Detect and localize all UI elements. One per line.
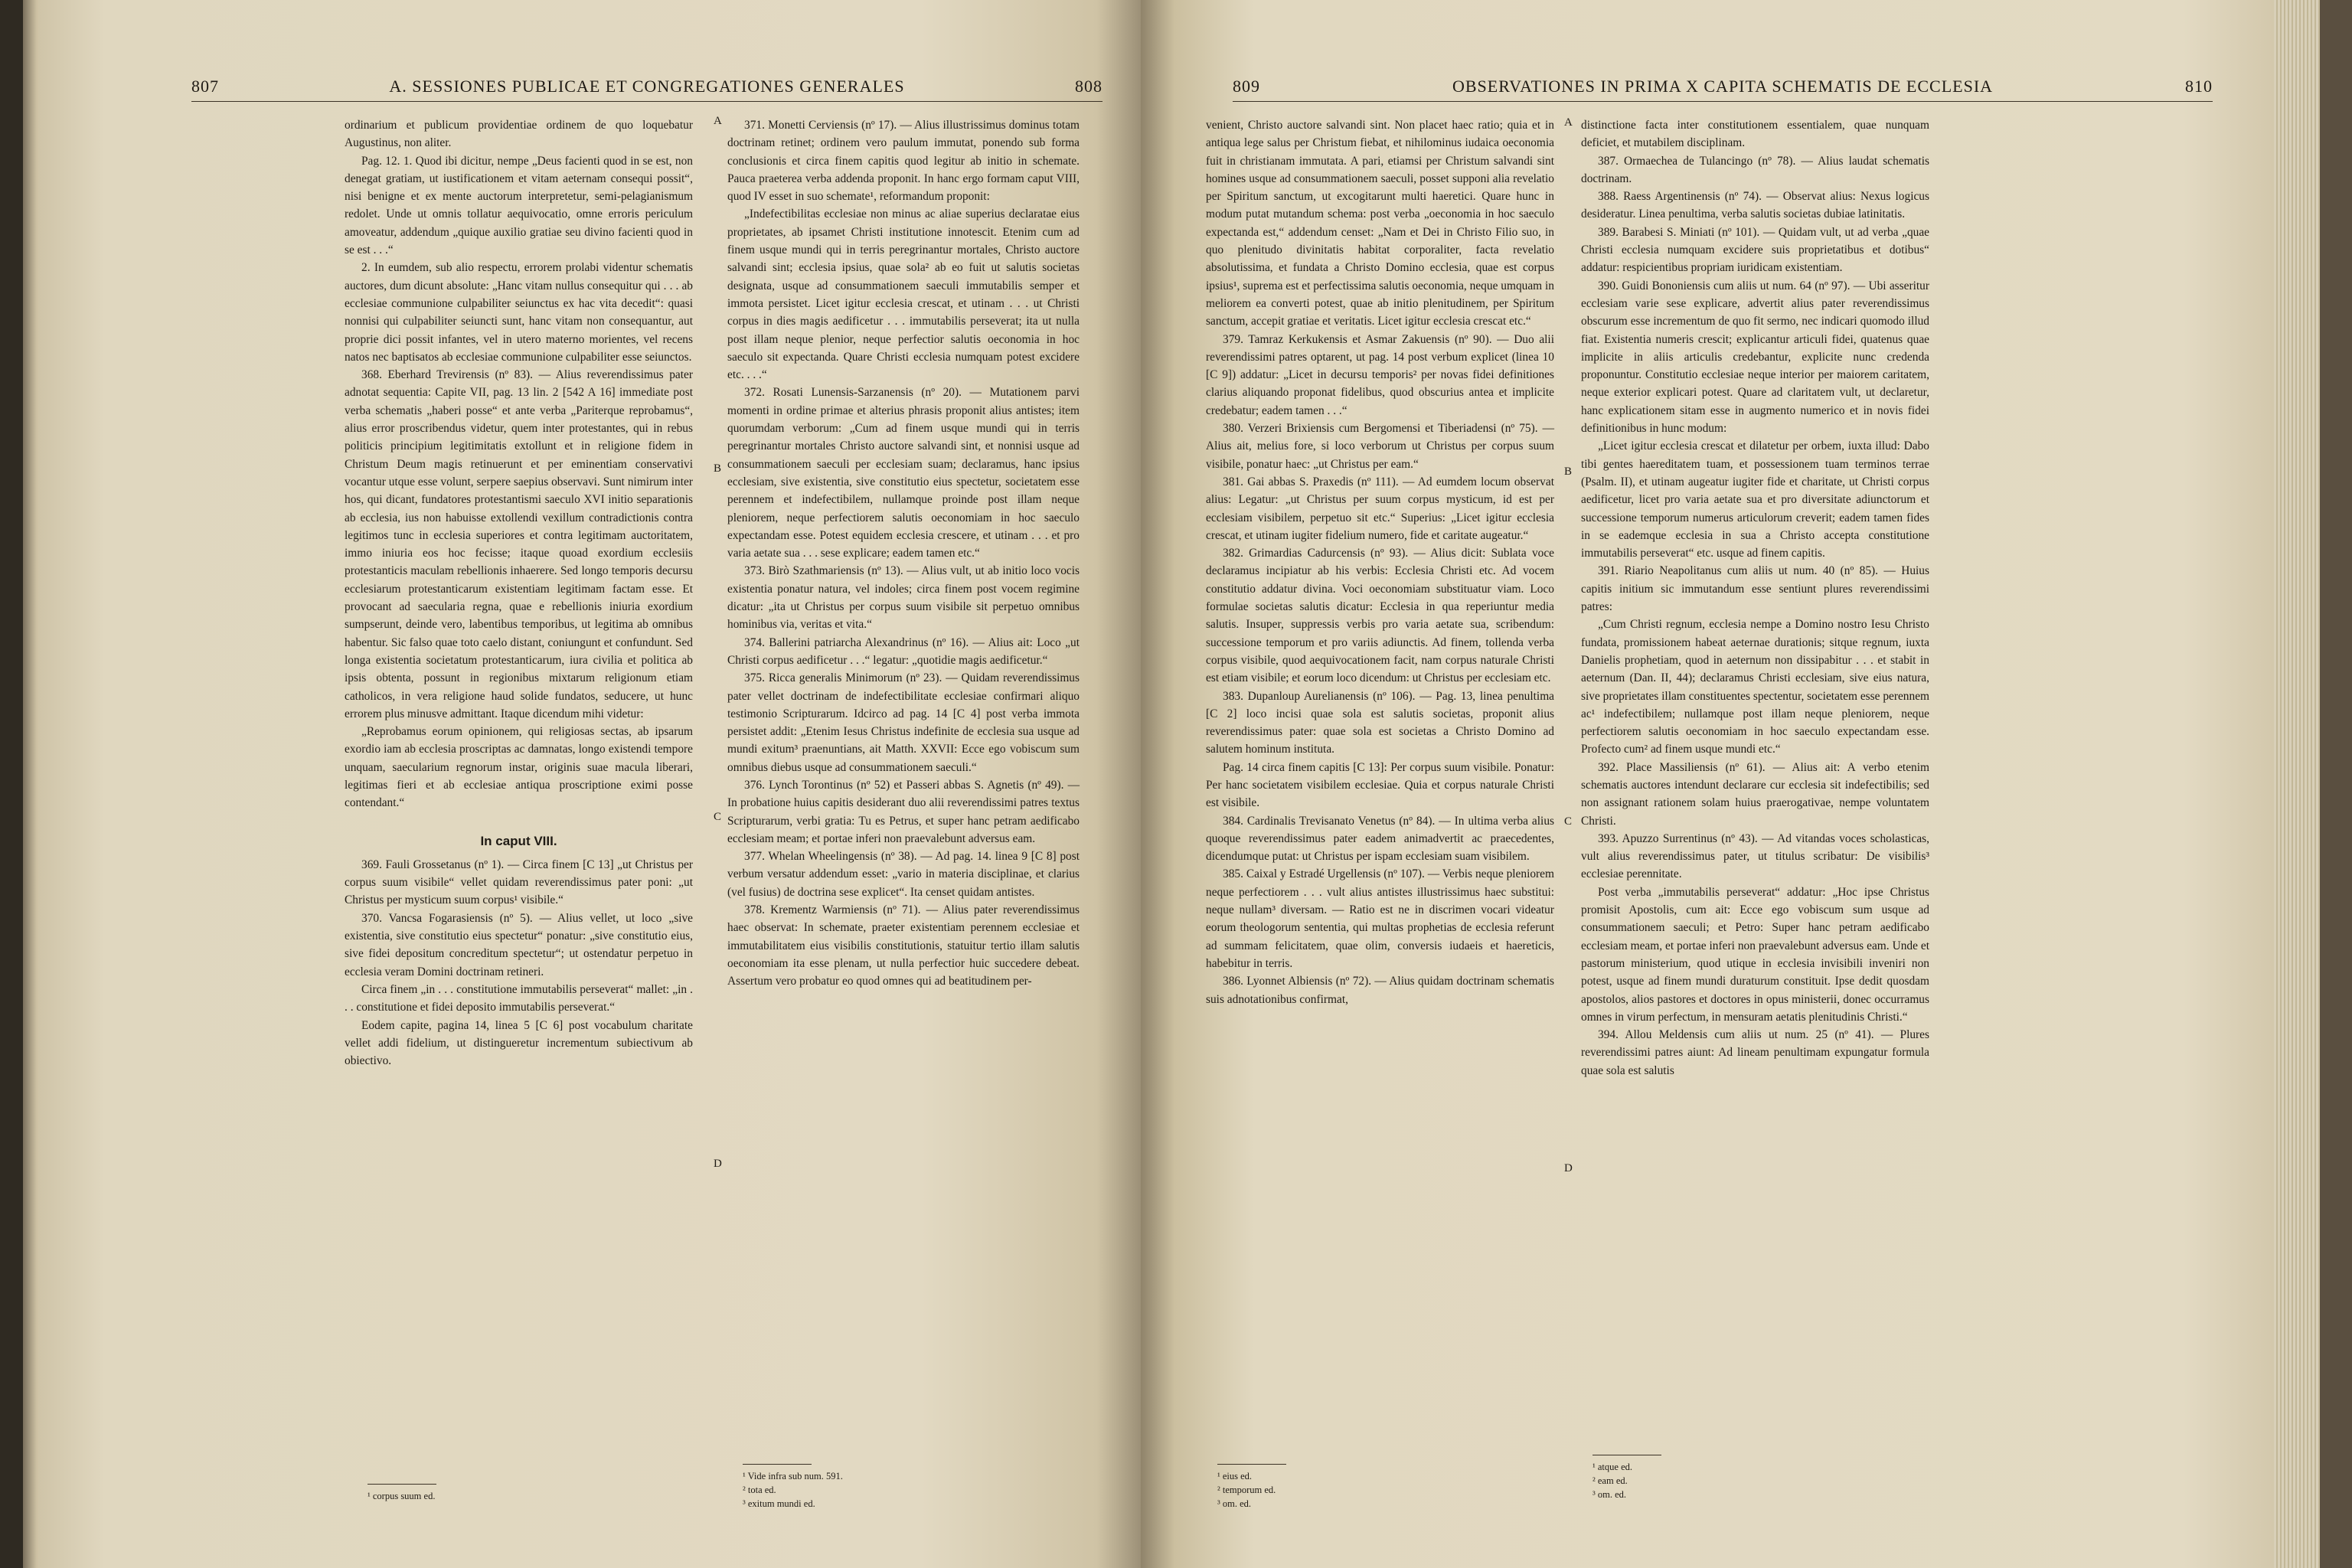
paragraph: Pag. 14 circa finem capitis [C 13]: Per corpus suum visibile. Ponatur: Per hanc societatem visibilem ecclesiae. Quia et corpus naturale Christi est visibile. [1206, 760, 1554, 810]
margin-marker: A [714, 115, 722, 127]
paragraph: 381. Gai abbas S. Praxedis (nº 111). — Ad eumdem locum observat alius: Legatur: „ut Christus per suum corpus mysticum, id est per ecclesiam visibilem, perpetuo sit etc.“ Superius: „Licet igitur ecclesia crescat, et utinam iugiter fidelium numero, fide et caritate augeatur.“ [1206, 475, 1554, 542]
paragraph: 378. Krementz Warmiensis (nº 71). — Alius pater reverendissimus haec observat: In schemate, praeter existentiam perennem ecclesiae et immutabilitatem eius visibilis constitutionis, statuitur tertio illam salutis oeconomiam ita esse plenam, ut nulla perfectior huic succedere debeat. Assertum vero probatur eo quod omnes qui ad beatitudinem per- [727, 903, 1080, 988]
paragraph: „Licet igitur ecclesia crescat et dilatetur per orbem, iuxta illud: Dabo tibi gentes haereditatem tuam, et possessionem tuam terminos terrae (Psalm. II), et utinam augeatur iugiter fide et charitate, ut Christi corpus aedificetur, licet pro varia aetate sua et pro diversitate adiunctorum et successione temporum numerus articulorum creverit; eadem tamen fides in se eademque ecclesia in sua a Christo accepta constitutione immutabilis perseverat“ etc. usque ad finem capitis. [1581, 439, 1929, 560]
footnote-rule [368, 1484, 436, 1485]
margin-marker: B [1564, 466, 1573, 478]
paragraph: 380. Verzeri Brixiensis cum Bergomensi et Tiberiadensi (nº 75). — Alius ait, melius fore, si loco verborum ut Christus per corpus suum visibile, ponatur haec: „ut Christus per eam.“ [1206, 422, 1554, 471]
footnote: ¹ eius ed. [1217, 1471, 1253, 1481]
margin-marker: A [1564, 116, 1573, 129]
footnotes-col4 [1592, 1455, 1929, 1501]
page-edges [2274, 0, 2320, 1568]
paragraph: Eodem capite, pagina 14, linea 5 [C 6] post vocabulum charitate vellet addi fidelium, ut distingueretur incrementum subiectivum ab obiectivo. [345, 1018, 693, 1068]
right-page [1141, 0, 2274, 1568]
paragraph: 372. Rosati Lunensis-Sarzanensis (nº 20). — Mutationem parvi momenti in ordine primae et alterius phrasis proponit alius antistes; item quorumdam verborum: „Cum ad finem usque mundi qui in terris peregrinantur mortales Christo auctore salvandi sint, et nonnisi usque ad consummationem saeculi per ecclesiam suam; declaramus, hanc ipsius ecclesiam, sive existentia, sive constitutio eius spectetur, societatem esse perennem et indefectibilem, nullamque proinde post illam neque pleniorem, neque perfectiorem salutis oeconomiam in hoc saeculo expectandam esse. Potest equidem ecclesia crescere, et utinam . . . et pro varia aetate sua . . . sese explicare; eadem tamen etc.“ [727, 386, 1080, 560]
page-number: 810 [2185, 77, 2213, 96]
paragraph: 374. Ballerini patriarcha Alexandrinus (nº 16). — Alius ait: Loco „ut Christi corpus aedificetur . . .“ legatur: „quotidie magis aedificetur.“ [727, 635, 1080, 667]
paragraph: 376. Lynch Torontinus (nº 52) et Passeri abbas S. Agnetis (nº 49). — In probatione huius capitis desiderant duo alii reverendissimi patres textus Scripturarum, verbi gratia: Tu es Petrus, et super hanc petram aedificabo ecclesiam meam; et portae inferi non praevalebunt adversus eam. [727, 778, 1080, 845]
paragraph: 369. Fauli Grossetanus (nº 1). — Circa finem [C 13] „ut Christus per corpus suum visibile“ vellet quidam reverendissimus pater poni: „ut Christus per mysticum suum corpus¹ visibile.“ [345, 858, 693, 907]
page-number: 807 [191, 77, 219, 96]
paragraph: 370. Vancsa Fogarasiensis (nº 5). — Alius vellet, ut loco „sive existentia, sive constitutio eius spectetur“ ponatur: „sive constitutio eius, sive fidei depositum concreditum spectetur“; ut ostendatur perpetuo in ecclesia veram Domini doctrinam retineri. [345, 911, 693, 978]
footnotes-col2 [743, 1464, 1080, 1511]
footnote: ³ om. ed. [1217, 1498, 1252, 1509]
paragraph: 379. Tamraz Kerkukensis et Asmar Zakuensis (nº 90). — Duo alii reverendissimi patres optarent, ut pag. 14 post verbum explicet (linea 10 [C 9]) addatur: „Licet in decursu temporis² per novas fidei definitiones clarius aliquando proponat fidelibus, quod obscurius antea et implicite credebatur; eadem tamen . . .“ [1206, 332, 1554, 417]
footnotes-col1 [368, 1484, 704, 1503]
paragraph: 382. Grimardias Cadurcensis (nº 93). — Alius dicit: Sublata voce declaramus incipiatur ab his verbis: Ecclesia Christi etc. Ad vocem constitutio addatur divina. Voci oeconomiam substituatur viam. Loco formulae societas salutis dicatur: Ecclesia in qua reperiuntur media salutis. Insuper, suppressis verbis pro varia aetate sua, scribendum: successione temporum et pro variis adiunctis. Ad finem, tollenda verba corpus visibile, quod aequivocationem facit, nam corpus naturale Christi est etiam visibile; et eorum loco dicendum: ut Christus per ecclesiam etc. [1206, 547, 1554, 685]
paragraph: 394. Allou Meldensis cum aliis ut num. 25 (nº 41). — Plures reverendissimi patres aiunt: Ad lineam penultimam expungatur formula quae sola est salutis [1581, 1028, 1929, 1077]
page-number: 809 [1233, 77, 1260, 96]
paragraph: 384. Cardinalis Trevisanato Venetus (nº 84). — In ultima verba alius quoque reverendissimus pater eadem animadvertit ac praecedentes, dicendumque putat: ut Christus per ispam ecclesiam suam visibilem. [1206, 814, 1554, 864]
paragraph: 385. Caixal y Estradé Urgellensis (nº 107). — Verbis neque pleniorem neque perfectiorem . . . vult alius antistes illustrissimus haec substitui: neque nullam³ diversam. — Ratio est ne in discrimen vocari videatur eorum theologorum sententia, qui multas prophetias de ecclesia referunt ad summam felicitatem, quae olim, conversis iudaeis et haereticis, habebitur in terris. [1206, 867, 1554, 970]
running-title: A. SESSIONES PUBLICAE ET CONGREGATIONES GENERALES [389, 77, 905, 96]
left-header [191, 70, 1102, 102]
page-number: 808 [1075, 77, 1102, 96]
margin-marker: C [714, 811, 722, 823]
paragraph: „Cum Christi regnum, ecclesia nempe a Domino nostro Iesu Christo fundata, promissionem habeat aeternae durationis; sitque regnum, iuxta Danielis prophetiam, quod in aeternum non dissipabitur . . . et stabit in aeternum (Dan. II, 44); declaramus Christi ecclesiam, sive eius natura, sive proprietates illam constituentes spectentur, societatem esse perennem ac¹ indefectibilem; nullamque post illam neque pleniorem, neque perfectiorem salutis oeconomiam in hoc saeculo expectandam esse. Profecto cum² ad finem usque mundi etc.“ [1581, 618, 1929, 756]
footnote: ³ om. ed. [1592, 1489, 1627, 1500]
paragraph: 368. Eberhard Trevirensis (nº 83). — Alius reverendissimus pater adnotat sequentia: Capite VII, pag. 13 lin. 2 [542 A 16] immediate post verba schematis „haberi posse“ et ante verba „Pariterque reprobamus“, alius error proscribendus videtur, quem inter protestantes, qui in rebus politicis principium legitimitatis extollunt et in religione fidem in Christum Deum magis retinuerunt et per eminentiam conservativi vocantur utque esse volunt, serpere saepius observavi. Sunt nimirum inter hos, qui dicant, fundatores protestantismi saeculo XVI initio separationis ab ecclesia, ius non habuisse extollendi vexillum contradictionis contra legitimos tunc in ecclesia superiores et contra legitimam auctoritatem, immo iniuria eos hoc fecisse; itaque quoad exordium ecclesiis protestanticis maculam rebellionis inhaerere. Sed longo temporis decursu ecclesiarum protestanticarum existentiam legitimam factam esse. Et provocant ad saecularia regna, quae e rebellionis iniuria exordium sumpserunt, deinde vero, labentibus temporibus, ut legitima ab omnibus habentur. Sic falso quae toto caelo distant, coniungunt et confundunt. Sed longa existentia societatum protestanticarum, iura civilia et politica ab ipsis obtenta, possunt in regionibus mixtarum religionum etiam catholicos, in vera religione haud solide fundatos, seducere, ut hunc errorem plus minusve admittant. Itaque dicendum mihi videtur: [345, 368, 693, 720]
footnote: ¹ Vide infra sub num. 591. [743, 1471, 843, 1481]
margin-marker: B [714, 462, 722, 475]
column-1 [345, 116, 693, 1070]
running-title: OBSERVATIONES IN PRIMA X CAPITA SCHEMATIS DE ECCLESIA [1452, 77, 1994, 96]
footnote: ¹ corpus suum ed. [368, 1491, 436, 1501]
paragraph: Circa finem „in . . . constitutione immutabilis perseverat“ mallet: „in . . . constitutione et fidei deposito immutabilis perseverat.“ [345, 982, 693, 1014]
footnote: ² temporum ed. [1217, 1485, 1276, 1495]
paragraph: ordinarium et publicum providentiae ordinem de quo loquebatur Augustinus, non aliter. [345, 119, 693, 150]
paragraph: 375. Ricca generalis Minimorum (nº 23). — Quidam reverendissimus pater vellet doctrinam de indefectibilitate ecclesiae confirmari aliquo testimonio Scripturarum. Idcirco ad pag. 14 [C 4] post verba immota persistet addit: „Etenim Iesus Christus indefinite de ecclesia sua usque ad mundi exitum³ praenuntians, ait Matth. XXVII: Ecce ego vobiscum sum omnibus diebus usque ad consummationem saeculi.“ [727, 671, 1080, 774]
footnote: ² eam ed. [1592, 1475, 1628, 1486]
paragraph: 377. Whelan Wheelingensis (nº 38). — Ad pag. 14. linea 9 [C 8] post verbum versatur addendum esset: „vario in materia disciplinae, et clarius (vel fusius) de doctrina sese explicet“. Ita censet quidam antistes. [727, 850, 1080, 899]
open-book [23, 0, 2320, 1568]
paragraph: 392. Place Massiliensis (nº 61). — Alius ait: A verbo etenim schematis auctores intendunt declarare cur ecclesia sit indefectibilis; sed non assignant rationem solam huius praerogativae, nempe voluntatem Christi. [1581, 760, 1929, 828]
paragraph: 391. Riario Neapolitanus cum aliis ut num. 40 (nº 85). — Huius capitis initium sic immutandum esse sentiunt plures reverendissimi patres: [1581, 564, 1929, 614]
paragraph: venient, Christo auctore salvandi sint. Non placet haec ratio; quia et in antiqua lege salus per Christum fiebat, et nihilominus iudaica oeconomia fuit in christianam immutata. A pari, etiamsi per Christum salvandi sint homines usque ad consummationem saeculi, posset supponi alia revelatio per Spiritum sanctum, ut excogitarunt multi haeretici. Quare hunc in modum putat mutandum schema: post verba „oeconomia in hoc saeculo expectanda est,“ addendum censet: „Nam et Dei in Christo Filio suo, in quo plenitudo divinitatis habitat corporaliter, facta revelatio absolutissima, et fundata a Christo Domino ecclesia, quae est corpus ipsius¹, suprema est et perfectissima salutis oeconomia, neque umquam in meliorem ea converti potest, quae ab initio plenitudinem, per Spiritum sanctum, accepit gratiae et veritatis. Licet igitur ecclesia crescat etc.“ [1206, 119, 1554, 328]
paragraph: Post verba „immutabilis perseverat“ addatur: „Hoc ipse Christus promisit Apostolis, cum ait: Ecce ego vobiscum sum usque ad consummationem saeculi; et Petro: Super hanc petram aedificabo ecclesiam meam, et portae inferi non praevalebunt adversus eam. Unde et pastorum ministerium, quod utique in ecclesia invisibili inveniri non potest, usque ad finem mundi duraturum constituit. Ipse dedit quosdam apostolos, alios pastores et doctores in opus ministerii, donec occurramus omnes in virum perfectum, in mensuram aetatis plenitudinis Christi.“ [1581, 885, 1929, 1024]
margin-marker: D [714, 1158, 722, 1170]
paragraph: 386. Lyonnet Albiensis (nº 72). — Alius quidam doctrinam schematis suis adnotationibus confirmat, [1206, 975, 1554, 1006]
paragraph: 387. Ormaechea de Tulancingo (nº 78). — Alius laudat schematis doctrinam. [1581, 154, 1929, 185]
right-header [1233, 70, 2213, 102]
footnote-rule [743, 1464, 812, 1465]
margin-marker: D [1564, 1162, 1573, 1174]
footnote: ¹ atque ed. [1592, 1462, 1632, 1472]
footnote: ³ exitum mundi ed. [743, 1498, 815, 1509]
paragraph: 393. Apuzzo Surrentinus (nº 43). — Ad vitandas voces scholasticas, vult alius reverendissimus pater, ut titulus scribatur: De visibilis³ ecclesiae perennitate. [1581, 831, 1929, 881]
section-heading: In caput VIII. [480, 833, 557, 848]
paragraph: 389. Barabesi S. Miniati (nº 101). — Quidam vult, ut ad verba „quae Christi ecclesia numquam excidere suis proprietatibus et dotibus“ addatur: respicientibus propriam iuridicam existentiam. [1581, 225, 1929, 275]
paragraph: distinctione facta inter constitutionem essentialem, quae nunquam deficiet, et mutabilem disciplinam. [1581, 119, 1929, 150]
margin-marker: C [1564, 815, 1573, 828]
paragraph: 390. Guidi Bononiensis cum aliis ut num. 64 (nº 97). — Ubi asseritur ecclesiam varie sese explicare, advertit alius pater reverendissimus obscurum esse incrementum de quo fit sermo, nec indicari quomodo illud fiat. Existentia numeris crescit; explicantur articuli fidei, quatenus quae implicite in aliis articulis credebantur, explicite nunc credenda proponuntur. Constitutio ecclesiae neque interior per maiorem caritatem, neque exterior explicari potest. Quare ad claritatem vult, ut declaretur, hanc explicationem sitam esse in augmento numerico et in novis fidei definitionibus in hunc modum: [1581, 279, 1929, 436]
paragraph: 373. Birò Szathmariensis (nº 13). — Alius vult, ut ab initio loco vocis existentia ponatur natura, vel indoles; circa finem post vocem regimine dicatur: „ita ut Christus per corpus suum visibile sit perpetuo omnibus hominibus via, veritas et vita.“ [727, 564, 1080, 632]
left-page [38, 0, 1141, 1568]
footnote: ² tota ed. [743, 1485, 776, 1495]
column-3 [1206, 116, 1554, 1008]
paragraph: 371. Monetti Cerviensis (nº 17). — Alius illustrissimus dominus totam doctrinam retinet; ordinem vero paulum immutat, ponendo sub forma conclusionis et circa finem capitis quod legitur ab initio in schemate. Pauca praeterea verba addenda proponit. In hanc ergo formam caput VIII, quod IV esset in suo schemate¹, reformandum proponit: [727, 119, 1080, 204]
paragraph: „Reprobamus eorum opinionem, qui religiosas sectas, ab ipsarum exordio iam ab ecclesia proscriptas ac damnatas, longo existendi tempore unquam, saecularium regnorum instar, originis suae macula liberari, legitimas fieri et ab ecclesiae antiqua proscriptione eximi posse contendant.“ [345, 725, 693, 810]
backdrop [2320, 0, 2352, 1568]
column-4 [1581, 116, 1929, 1080]
paragraph: 2. In eumdem, sub alio respectu, errorem prolabi videntur schematis auctores, dum dicunt absolute: „Hanc vitam nullus consequitur qui . . . ab ecclesiae communione culpabiliter seiunctus ex hac vita decedit“: quasi nonnisi qui culpabiliter seiuncti sunt, hanc vitam non consequantur, aut proprie dici possit infantes, vel in utero materno morientes, vel recens natos nec baptisatos ab ecclesiae communione culpabiliter esse seiunctos. [345, 261, 693, 364]
footnote-rule [1217, 1464, 1286, 1465]
footnotes-col3 [1217, 1464, 1554, 1511]
paragraph: 383. Dupanloup Aurelianensis (nº 106). — Pag. 13, linea penultima [C 2] loco incisi quae sola est salutis societas, proponit alius reverendissimus pater: quae sola est societas a Christo Domino ad salutem hominum instituta. [1206, 689, 1554, 756]
column-2 [727, 116, 1080, 991]
paragraph: Pag. 12. 1. Quod ibi dicitur, nempe „Deus facienti quod in se est, non denegat gratiam, ut iustificationem et vitam aeternam consequi possit“, nisi benigne et ex mente auctorum interpretetur, semi-pelagianismum redolet. Unde ut omnis tollatur aequivocatio, omne erroris periculum amoveatur, addendum „quique auxilio gratiae seu divino facienti quod in se est . . .“ [345, 154, 693, 257]
paragraph: „Indefectibilitas ecclesiae non minus ac aliae superius declaratae eius proprietates, ab ipsamet Christi institutione innotescit. Etenim cum ad finem usque mundi qui in terris peregrinantur mortales, Christo auctore salvandi sint; ecclesia ipsius, quae sola² ab eo fuit ut salutis societas designata, usque ad consummationem saeculi immutabilis semper et immota persistet. Licet igitur ecclesia crescat, et utinam . . . ut Christi corpus in dies magis aedificetur . . . immutabilis perseverat; ita ut nulla post illam neque plenior, neque perfectior salutis oeconomia in hoc saeculo sit expectanda. Quare Christi ecclesia numquam potest excidere etc. . . .“ [727, 207, 1080, 382]
paragraph: 388. Raess Argentinensis (nº 74). — Observat alius: Nexus logicus desideratur. Linea penultima, verba salutis societas dubiae latinitatis. [1581, 190, 1929, 221]
